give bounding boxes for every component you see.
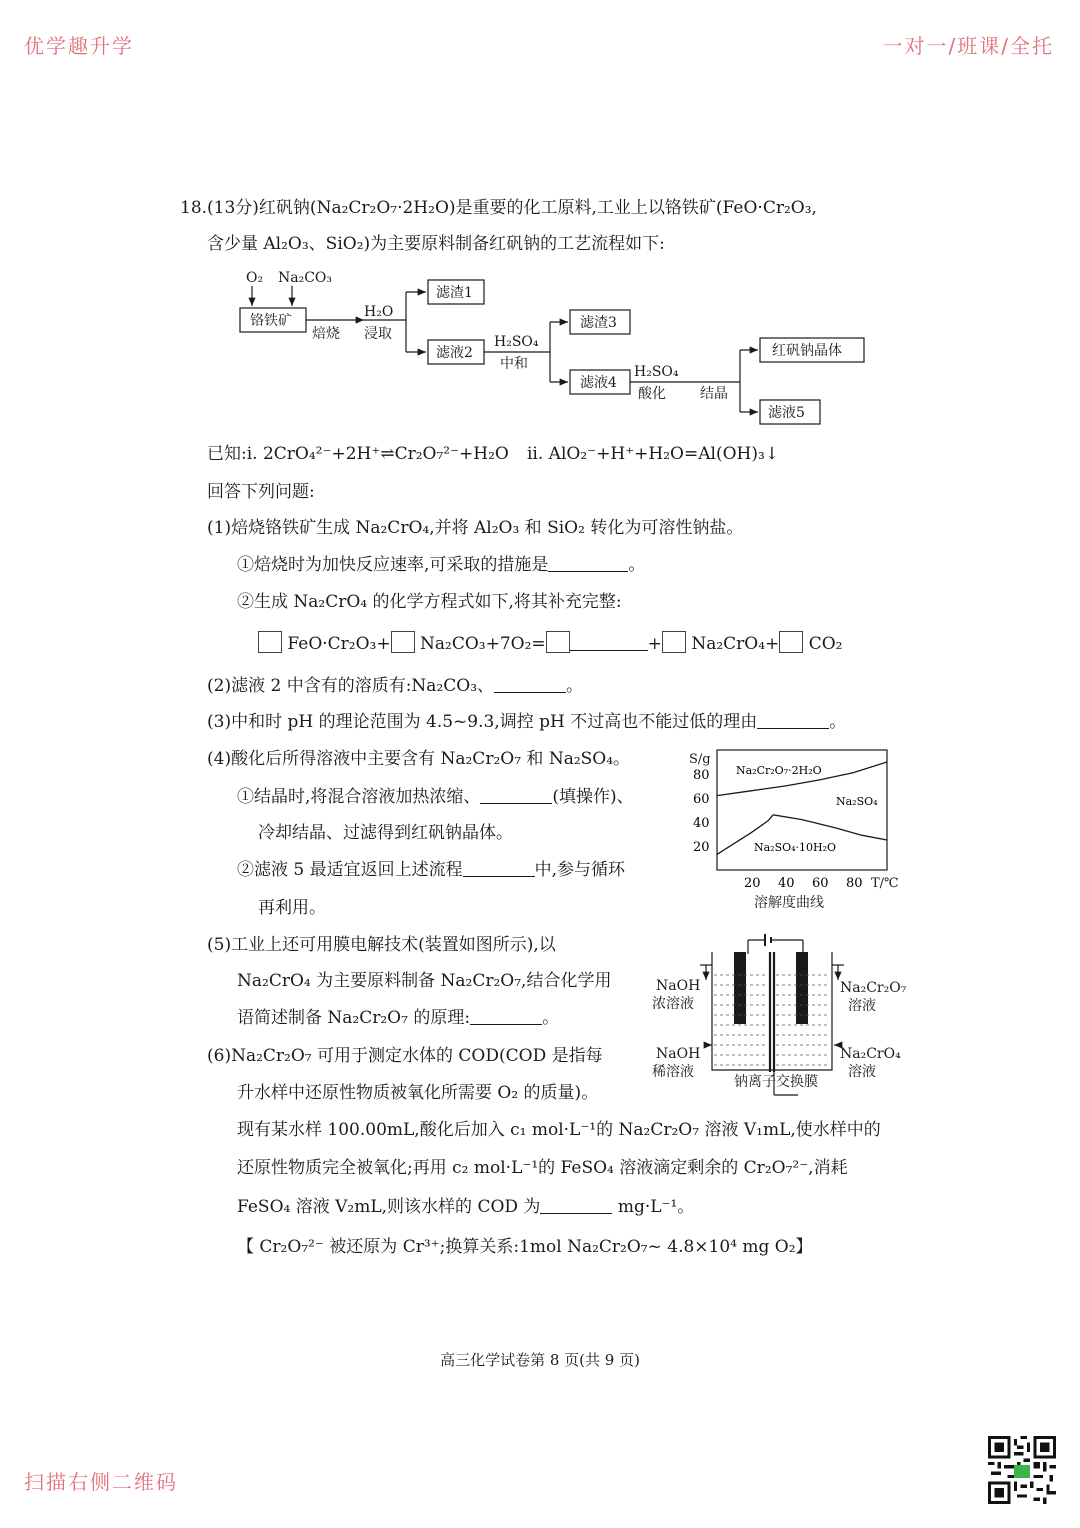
y-tick-label: 80 — [693, 768, 710, 783]
flow-acidify: 酸化 — [638, 386, 666, 402]
part-6f: 【 Cr₂O₇²⁻ 被还原为 Cr³⁺;换算关系:1mol Na₂Cr₂O₇~ 4.8×10⁴ mg O₂】 — [237, 1237, 813, 1257]
flow-filtrate2: 滤液2 — [436, 345, 473, 361]
eq-term-1: FeO·Cr₂O₃+ — [287, 634, 391, 654]
part-5c-text: 语简述制备 Na₂Cr₂O₇ 的原理: — [237, 1008, 471, 1028]
x-tick-label: 80 — [846, 876, 863, 891]
period: 。 — [628, 555, 646, 575]
cell-naoh-dil-label: 稀溶液 — [652, 1064, 694, 1080]
flow-slag1: 滤渣1 — [436, 285, 473, 301]
flow-leach: 浸取 — [364, 326, 392, 342]
watermark-right: 一对一/班课/全托 — [882, 34, 1054, 58]
answer-blank-4b[interactable] — [463, 860, 535, 877]
flow-filtrate5: 滤液5 — [768, 405, 805, 421]
part-4b-2: 再利用。 — [258, 898, 326, 918]
period: 。 — [566, 676, 584, 696]
cell-naoh-dil: NaOH — [656, 1046, 701, 1062]
chart-ylabel: S/g — [689, 752, 711, 767]
process-flow-diagram — [230, 262, 870, 432]
coef-box-2[interactable] — [391, 631, 415, 653]
flow-h2so4-1: H₂SO₄ — [494, 334, 539, 350]
x-tick-label: 40 — [778, 876, 795, 891]
chart-xlabel: T/℃ — [871, 876, 899, 891]
part-3-text: (3)中和时 pH 的理论范围为 4.5~9.3,调控 pH 不过高也不能过低的理由 — [207, 712, 758, 732]
answer-blank-2[interactable] — [494, 676, 566, 693]
cell-naoh-conc: NaOH — [656, 978, 701, 994]
coef-box-5[interactable] — [779, 631, 803, 653]
eq-term-3: + — [647, 634, 662, 654]
part-5: (5)工业上还可用膜电解技术(装置如图所示),以 — [207, 935, 556, 955]
question-header: 18.(13分)红矾钠(Na₂Cr₂O₇·2H₂O)是重要的化工原料,工业上以铬铁矿(FeO·Cr₂O₃, — [180, 198, 817, 218]
flow-h2so4-2: H₂SO₄ — [634, 364, 679, 380]
eq-term-2: Na₂CO₃+7O₂= — [420, 634, 546, 654]
part-6: (6)Na₂Cr₂O₇ 可用于测定水体的 COD(COD 是指每 — [207, 1046, 603, 1066]
qr-code-icon[interactable] — [988, 1436, 1056, 1504]
flow-product: 红矾钠晶体 — [772, 343, 842, 359]
watermark-left: 优学趣升学 — [24, 34, 134, 58]
series-label-1: Na₂SO₄·10H₂O — [754, 841, 837, 854]
answer-blank-3[interactable] — [757, 712, 829, 729]
part-1b: ②生成 Na₂CrO₄ 的化学方程式如下,将其补充完整: — [237, 592, 622, 612]
question-header-2: 含少量 Al₂O₃、SiO₂)为主要原料制备红矾钠的工艺流程如下: — [207, 234, 665, 254]
coef-box-1[interactable] — [258, 631, 282, 653]
cell-na2cro4-label: 溶液 — [848, 1064, 876, 1080]
page-footer: 高三化学试卷第 8 页(共 9 页) — [440, 1351, 640, 1369]
answer-prompt: 回答下列问题: — [207, 482, 315, 502]
answer-blank-1a[interactable] — [548, 555, 628, 572]
part-6d: 还原性物质完全被氧化;再用 c₂ mol·L⁻¹的 FeSO₄ 溶液滴定剩余的 Cr₂O₇²⁻,消耗 — [237, 1158, 848, 1178]
y-tick-label: 40 — [693, 816, 710, 831]
flow-crystallize: 结晶 — [700, 386, 728, 402]
flow-slag3: 滤渣3 — [580, 315, 617, 331]
eq-term-5: CO₂ — [808, 634, 843, 654]
flow-h2o: H₂O — [364, 304, 394, 320]
part-6e-tail: mg·L⁻¹。 — [617, 1197, 695, 1217]
part-6b: 升水样中还原性物质被氧化所需要 O₂ 的质量)。 — [237, 1083, 599, 1103]
watermark-bottom: 扫描右侧二维码 — [24, 1470, 178, 1494]
solubility-chart — [680, 745, 910, 915]
part-2 — [207, 675, 583, 697]
part-2-text: (2)滤液 2 中含有的溶质有:Na₂CO₃、 — [207, 676, 495, 696]
flow-roast: 焙烧 — [312, 326, 340, 342]
part-4a-2: 冷却结晶、过滤得到红矾钠晶体。 — [258, 823, 513, 843]
answer-blank-5[interactable] — [470, 1008, 542, 1025]
part-6e — [237, 1196, 694, 1218]
electrolysis-cell-diagram — [648, 930, 918, 1120]
cell-na2cr2o7-label: 溶液 — [848, 998, 876, 1014]
series-line-2 — [773, 815, 887, 840]
part-6c: 现有某水样 100.00mL,酸化后加入 c₁ mol·L⁻¹的 Na₂Cr₂O₇ 溶液 V₁mL,使水样中的 — [237, 1120, 881, 1140]
coef-box-4[interactable] — [662, 631, 686, 653]
part-5c — [237, 1007, 559, 1029]
part-3 — [207, 711, 846, 733]
period: 。 — [829, 712, 847, 732]
part-1: (1)焙烧铬铁矿生成 Na₂CrO₄,并将 Al₂O₃ 和 SiO₂ 转化为可溶性钠盐。 — [207, 518, 744, 538]
cell-naoh-conc-label: 浓溶液 — [652, 996, 694, 1012]
flow-na2co3: Na₂CO₃ — [278, 270, 333, 286]
flow-ore: 铬铁矿 — [250, 313, 292, 329]
answer-blank-4a[interactable] — [480, 787, 552, 804]
flow-filtrate4: 滤液4 — [580, 375, 617, 391]
known-ii: ii. AlO₂⁻+H⁺+H₂O=Al(OH)₃↓ — [527, 444, 780, 464]
part-6e-text: FeSO₄ 溶液 V₂mL,则该水样的 COD 为 — [237, 1197, 541, 1217]
equation-line — [258, 631, 842, 655]
series-label-2: Na₂SO₄ — [836, 795, 878, 808]
cell-na2cr2o7: Na₂Cr₂O₇ — [840, 980, 907, 996]
cell-na2cro4: Na₂CrO₄ — [840, 1046, 901, 1062]
x-tick-label: 20 — [744, 876, 761, 891]
cell-membrane-label: 钠离子交换膜 — [734, 1074, 818, 1090]
part-1a-text: ①焙烧时为加快反应速率,可采取的措施是 — [237, 555, 549, 575]
part-4b-tail: 中,参与循环 — [534, 860, 626, 880]
coef-box-3[interactable] — [546, 631, 570, 653]
chart-title: 溶解度曲线 — [754, 895, 824, 911]
part-4a — [237, 786, 634, 808]
eq-term-4: Na₂CrO₄+ — [691, 634, 780, 654]
series-label-0: Na₂Cr₂O₇·2H₂O — [736, 764, 822, 777]
part-4a-tail: (填操作)、 — [552, 787, 634, 807]
part-5b: Na₂CrO₄ 为主要原料制备 Na₂Cr₂O₇,结合化学用 — [237, 971, 612, 991]
product-blank[interactable] — [570, 634, 648, 651]
x-tick-label: 60 — [812, 876, 829, 891]
part-4: (4)酸化后所得溶液中主要含有 Na₂Cr₂O₇ 和 Na₂SO₄。 — [207, 749, 631, 769]
part-4b-text: ②滤液 5 最适宜返回上述流程 — [237, 860, 463, 880]
y-tick-label: 20 — [693, 840, 710, 855]
flow-neutralize: 中和 — [500, 356, 528, 372]
known-i: 已知:i. 2CrO₄²⁻+2H⁺⇌Cr₂O₇²⁻+H₂O — [207, 444, 509, 464]
period: 。 — [542, 1008, 560, 1028]
y-tick-label: 60 — [693, 792, 710, 807]
answer-blank-6[interactable] — [540, 1197, 612, 1214]
flow-o2: O₂ — [246, 270, 264, 286]
part-1a — [237, 554, 645, 576]
part-4b — [237, 859, 625, 881]
part-4a-text: ①结晶时,将混合溶液加热浓缩、 — [237, 787, 481, 807]
